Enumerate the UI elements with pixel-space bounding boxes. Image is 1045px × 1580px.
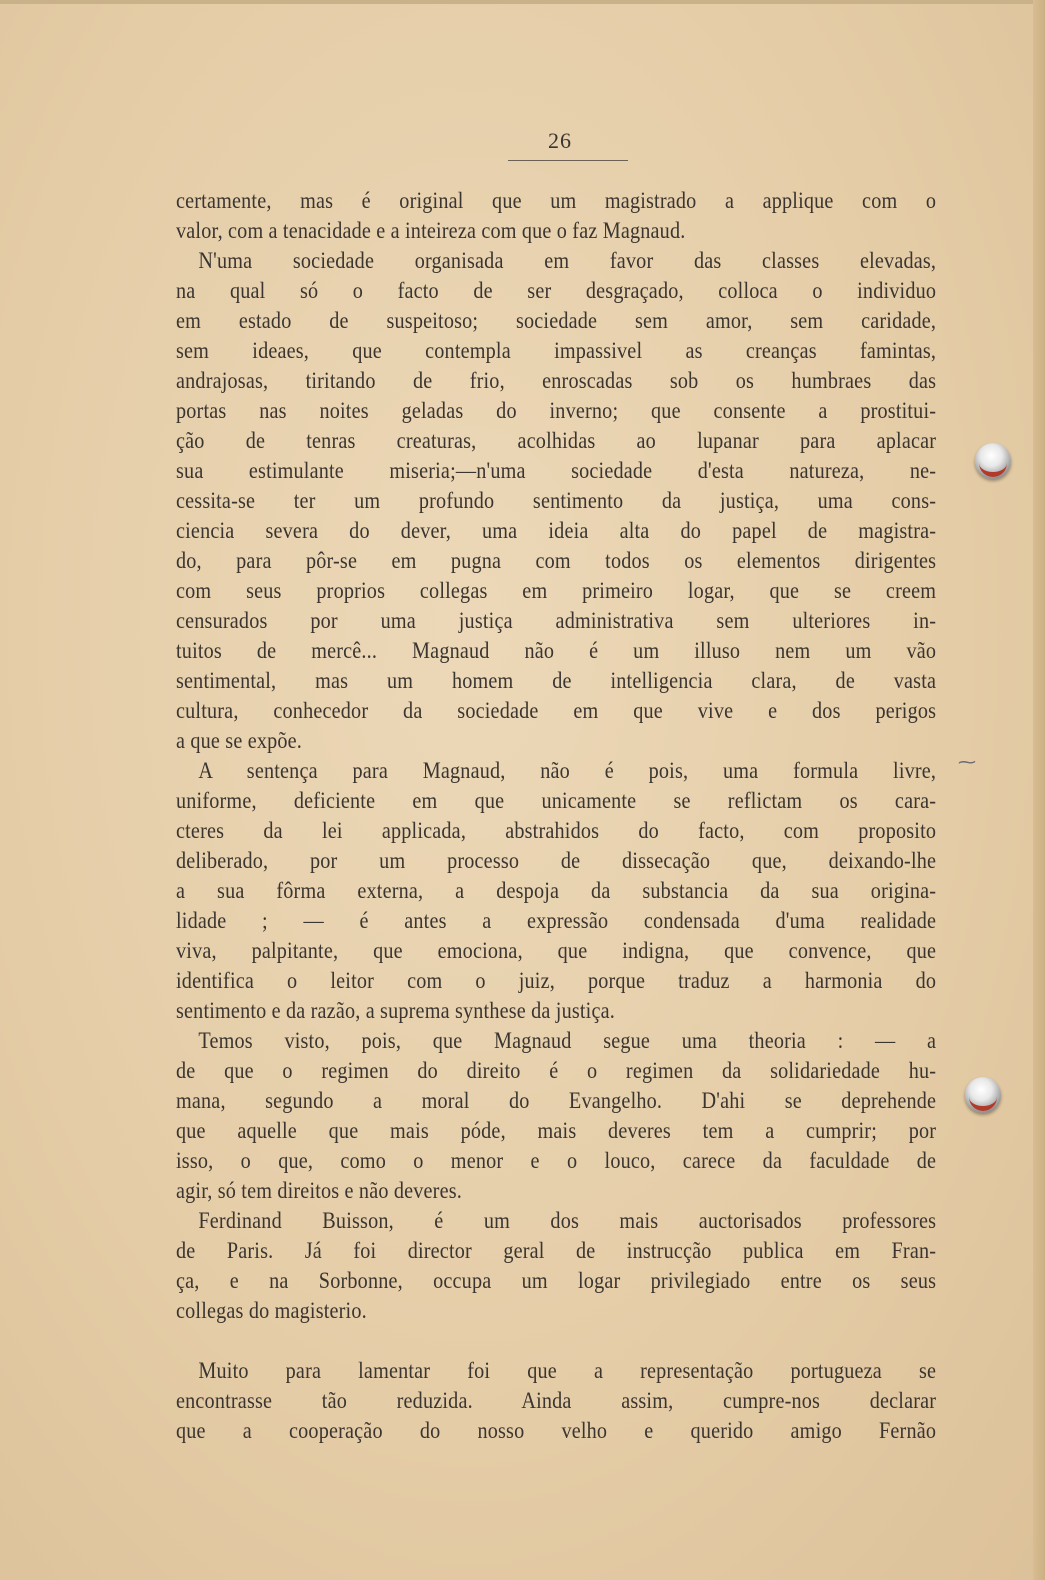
pin-bead-icon xyxy=(965,1077,1001,1113)
stain-mark-icon: ⁓ xyxy=(958,752,976,773)
text-line: valor, com a tenacidade e a inteireza com que o faz Magnaud. xyxy=(176,218,686,244)
text-line: sem ideaes, que contempla impassivel as creanças famintas, xyxy=(176,338,937,364)
text-line: lidade ; — é antes a expressão condensada d'uma realidade xyxy=(176,908,937,934)
page-top-edge xyxy=(0,0,1045,4)
text-line: a que se expõe. xyxy=(176,728,303,754)
text-line: cessita-se ter um profundo sentimento da justiça, uma cons- xyxy=(176,488,937,514)
text-line: na qual só o facto de ser desgraçado, colloca o individuo xyxy=(176,278,937,304)
text-line: a sua fôrma externa, a despoja da substancia da sua origina- xyxy=(176,878,937,904)
text-line: ciencia severa do dever, uma ideia alta do papel de magistra- xyxy=(176,518,937,544)
text-line: do, para pôr-se em pugna com todos os elementos dirigentes xyxy=(176,548,937,574)
paragraph-gap xyxy=(176,1326,938,1356)
text-line: N'uma sociedade organisada em favor das classes elevadas, xyxy=(198,248,937,274)
text-line: que a cooperação do nosso velho e querido amigo Fernão xyxy=(176,1418,937,1444)
text-line: sentimental, mas um homem de intelligencia clara, de vasta xyxy=(176,668,937,694)
text-line: de Paris. Já foi director geral de instrucção publica em Fran- xyxy=(176,1238,937,1264)
text-line: cultura, conhecedor da sociedade em que vive e dos perigos xyxy=(176,698,937,724)
pin-bead-icon xyxy=(975,443,1011,479)
text-line: agir, só tem direitos e não deveres. xyxy=(176,1178,462,1204)
text-line: mana, segundo a moral do Evangelho. D'ahi se deprehende xyxy=(176,1088,937,1114)
text-line: tuitos de mercê... Magnaud não é um illuso nem um vão xyxy=(176,638,937,664)
page-right-edge xyxy=(1033,0,1045,1580)
text-line: collegas do magisterio. xyxy=(176,1298,367,1324)
text-line: andrajosas, tiritando de frio, enroscadas sob os humbraes das xyxy=(176,368,937,394)
body-text xyxy=(176,186,938,1446)
text-line: censurados por uma justiça administrativa sem ulteriores in- xyxy=(176,608,937,634)
text-line: Muito para lamentar foi que a representação portugueza se xyxy=(198,1358,937,1384)
text-line: portas nas noites geladas do inverno; que consente a prostitui- xyxy=(176,398,937,424)
text-line: certamente, mas é original que um magistrado a applique com o xyxy=(176,188,937,214)
text-line: encontrasse tão reduzida. Ainda assim, cumpre-nos declarar xyxy=(176,1388,937,1414)
text-line: em estado de suspeitoso; sociedade sem amor, sem caridade, xyxy=(176,308,937,334)
text-line: identifica o leitor com o juiz, porque traduz a harmonia do xyxy=(176,968,937,994)
text-line: sua estimulante miseria;—n'uma sociedade d'esta natureza, ne- xyxy=(176,458,937,484)
text-line: cteres da lei applicada, abstrahidos do facto, com proposito xyxy=(176,818,937,844)
text-line: com seus proprios collegas em primeiro logar, que se creem xyxy=(176,578,937,604)
text-line: deliberado, por um processo de dissecação que, deixando-lhe xyxy=(176,848,937,874)
text-line: viva, palpitante, que emociona, que indigna, que convence, que xyxy=(176,938,937,964)
text-line: sentimento e da razão, a suprema synthese da justiça. xyxy=(176,998,615,1024)
text-line: A sentença para Magnaud, não é pois, uma formula livre, xyxy=(198,758,937,784)
text-line: Temos visto, pois, que Magnaud segue uma theoria : — a xyxy=(198,1028,937,1054)
text-line: ça, e na Sorbonne, occupa um logar privilegiado entre os seus xyxy=(176,1268,937,1294)
text-line: ção de tenras creaturas, acolhidas ao lupanar para aplacar xyxy=(176,428,937,454)
page-number-rule xyxy=(508,160,628,161)
text-line: Ferdinand Buisson, é um dos mais auctorisados professores xyxy=(198,1208,937,1234)
page-number: 26 xyxy=(548,128,572,153)
text-line: que aquelle que mais póde, mais deveres tem a cumprir; por xyxy=(176,1118,937,1144)
text-line: uniforme, deficiente em que unicamente se reflictam os cara- xyxy=(176,788,937,814)
text-line: isso, o que, como o menor e o louco, carece da faculdade de xyxy=(176,1148,937,1174)
text-line: de que o regimen do direito é o regimen da solidariedade hu- xyxy=(176,1058,937,1084)
